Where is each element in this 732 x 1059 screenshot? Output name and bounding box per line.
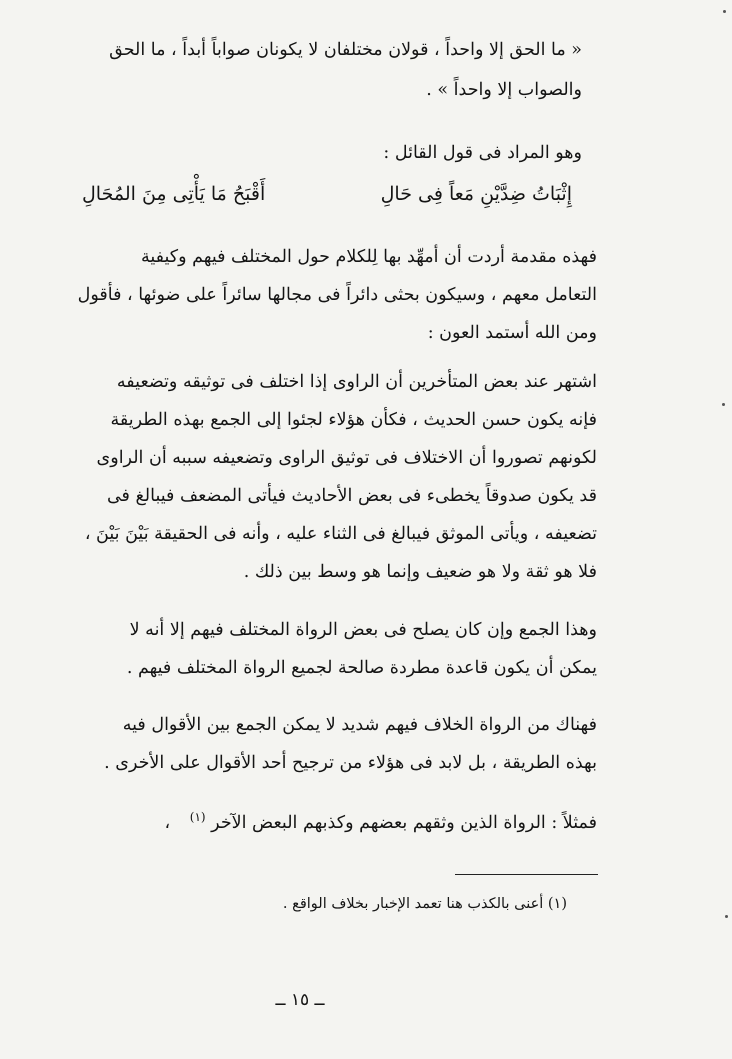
paragraph-reconciliation <box>126 620 597 695</box>
text-line: التعامل معهم ، وسيكون بحثى دائراً فى مجالها سائراً على ضوئها ، فأقول <box>77 285 597 305</box>
text-line: اشتهر عند بعض المتأخرين أن الراوى إذا اختلف فى توثيقه وتضعيفه <box>116 372 597 392</box>
text-line: لكونهم تصوروا أن الاختلاف فى توثيق الراوى وتضعيفه سببه أن الراوى <box>96 448 597 468</box>
text-line: تضعيفه ، ويأتى الموثق فيبالغ فى الثناء عليه ، وأنه فى الحقيقة بَيْنَ بَيْنَ ، <box>84 524 597 544</box>
text-line: وهذا الجمع وإن كان يصلح فى بعض الرواة المختلف فيهم إلا أنه لا <box>129 620 597 640</box>
footnote-reference: (١) <box>189 810 206 824</box>
paragraph-severe-disagreement <box>104 715 597 790</box>
verse-hemistich-right: إِثْبَاتُ ضِدَّيْنِ مَعاً فِى حَالِ <box>380 183 572 205</box>
text-line: ومن الله أستمد العون : <box>427 323 597 343</box>
text-line: وهو المراد فى قول القائل : <box>383 143 582 163</box>
scan-speck <box>725 915 728 918</box>
text-line: بهذه الطريقة ، بل لابد فى هؤلاء من ترجيح أحد الأقوال على الأخرى . <box>104 753 597 773</box>
footnote-separator <box>455 874 598 875</box>
text-line: فهذه مقدمة أردت أن أمهِّد بها لِلكلام حول المختلف فيهم وكيفية <box>140 247 597 267</box>
paragraph-introduction <box>77 247 597 357</box>
page-number: ــ ١٥ ــ <box>275 990 325 1010</box>
scan-speck <box>723 10 726 13</box>
text-line: فلا هو ثقة ولا هو ضعيف وإنما هو وسط بين ذلك . <box>243 562 597 582</box>
paragraph-example <box>137 810 597 845</box>
text-line: « ما الحق إلا واحداً ، قولان مختلفان لا يكونان صواباً أبداً ، ما الحق <box>109 40 582 60</box>
text-line: قد يكون صدوقاً يخطىء فى بعض الأحاديث فيأتى المضعف فيبالغ فى <box>106 486 597 506</box>
text-line: والصواب إلا واحداً » . <box>426 80 582 100</box>
paragraph-quote <box>109 40 582 120</box>
paragraph-intro-verse <box>142 143 582 173</box>
scan-speck <box>722 403 725 406</box>
text-line: فإنه يكون حسن الحديث ، فكأن هؤلاء لجئوا إلى الجمع بهذه الطريقة <box>110 410 597 430</box>
text-line <box>165 810 597 833</box>
example-text: فمثلاً : الرواة الذين وثقهم بعضهم وكذبهم البعض الآخر <box>211 812 597 833</box>
paragraph-main <box>84 372 597 602</box>
text-line: فهناك من الرواة الخلاف فيهم شديد لا يمكن الجمع بين الأقوال فيه <box>122 715 597 735</box>
verse-hemistich-left: أَقْبَحُ مَا يَأْتِى مِنَ المُحَالِ <box>82 183 266 205</box>
text-line: يمكن أن يكون قاعدة مطردة صالحة لجميع الرواة المختلف فيهم . <box>126 658 597 678</box>
example-comma: ، <box>164 812 171 833</box>
footnote-text: (١) أعنى بالكذب هنا تعمد الإخبار بخلاف الواقع . <box>282 896 567 912</box>
